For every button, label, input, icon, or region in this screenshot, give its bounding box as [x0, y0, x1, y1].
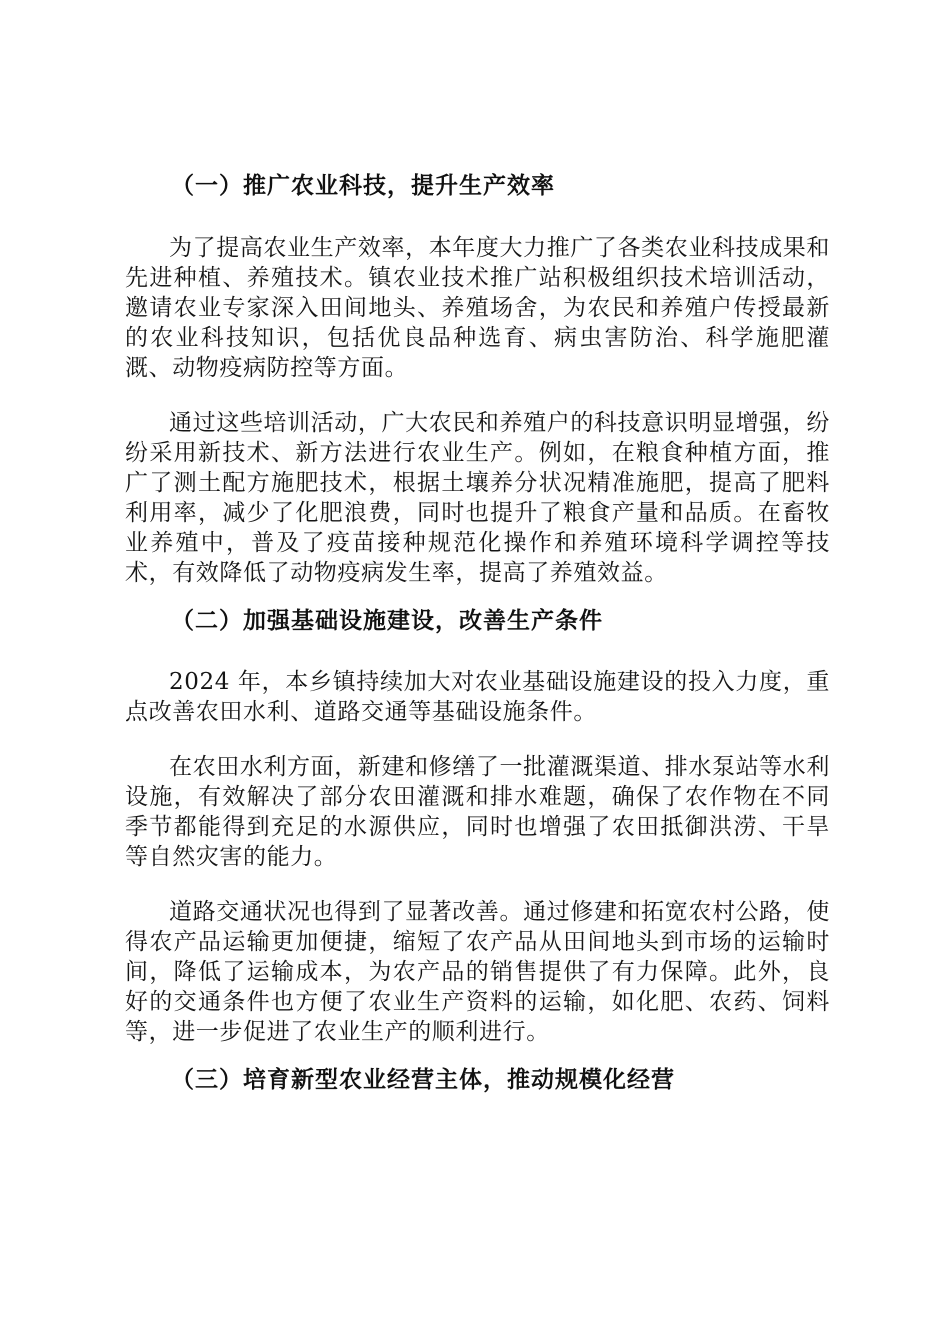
section-2-paragraph-3: 道路交通状况也得到了显著改善。通过修建和拓宽农村公路，使得农产品运输更加便捷，缩短了农产品从田间地头到市场的运输时间，降低了运输成本，为农产品的销售提供了有力保障。此外，良好的交通条件也方便了农业生产资料的运输，如化肥、农药、饲料等，进一步促进了农业生产的顺利进行。: [125, 899, 830, 1045]
section-1-paragraph-2: 通过这些培训活动，广大农民和养殖户的科技意识明显增强，纷纷采用新技术、新方法进行农业生产。例如，在粮食种植方面，推广了测土配方施肥技术，根据土壤养分状况精准施肥，提高了肥料利用率，减少了化肥浪费，同时也提升了粮食产量和品质。在畜牧业养殖中，普及了疫苗接种规范化操作和养殖环境科学调控等技术，有效降低了动物疫病发生率，提高了养殖效益。: [125, 410, 830, 586]
section-heading-3: （三）培育新型农业经营主体，推动规模化经营: [171, 1067, 675, 1093]
section-2-paragraph-2: 在农田水利方面，新建和修缮了一批灌溉渠道、排水泵站等水利设施，有效解决了部分农田灌溉和排水难题，确保了农作物在不同季节都能得到充足的水源供应，同时也增强了农田抵御洪涝、干旱等自然灾害的能力。: [125, 754, 830, 870]
document-body: [125, 172, 830, 1094]
section-2-paragraph-1: 2024 年，本乡镇持续加大对农业基础设施建设的投入力度，重点改善农田水利、道路交通等基础设施条件。: [125, 669, 830, 725]
section-1-paragraph-1: 为了提高农业生产效率，本年度大力推广了各类农业科技成果和先进种植、养殖技术。镇农业技术推广站积极组织技术培训活动，邀请农业专家深入田间地头、养殖场舍，为农民和养殖户传授最新的农业科技知识，包括优良品种选育、病虫害防治、科学施肥灌溉、动物疫病防控等方面。: [125, 235, 830, 381]
section-heading-2: （二）加强基础设施建设，改善生产条件: [171, 608, 603, 634]
section-heading-1: （一）推广农业科技，提升生产效率: [171, 173, 555, 199]
